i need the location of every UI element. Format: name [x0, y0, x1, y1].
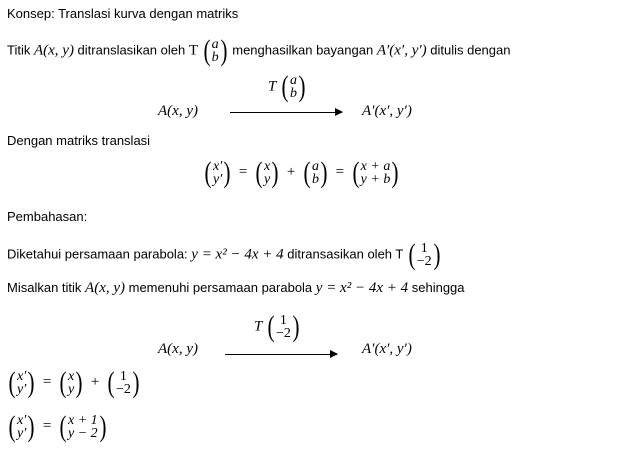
intro-vec-bottom: b: [211, 50, 219, 65]
diagram2-vector: ( 1 −2 ): [267, 310, 300, 343]
s2-lhs-bottom: y′: [17, 426, 27, 441]
diagram1-T: T: [268, 78, 277, 95]
meq-lhs-top: x′: [213, 159, 223, 174]
s2-eq: =: [42, 418, 52, 435]
intro-after: menghasilkan bayangan: [228, 42, 377, 58]
suppose-prefix: Misalkan titik: [7, 280, 86, 295]
known-line: [7, 240, 442, 270]
meq-lhs-bottom: y′: [213, 172, 223, 187]
intro-T: T: [188, 42, 199, 59]
s1-lhs-bottom: y′: [17, 382, 27, 397]
meq-m2-bottom: b: [311, 172, 319, 187]
suppose-suffix: sehingga: [408, 280, 465, 295]
s1-lhs-top: x′: [17, 369, 27, 384]
diagram2-vec-bottom: −2: [275, 326, 291, 341]
pembahasan-heading: Pembahasan:: [7, 209, 88, 224]
s2-r-top: x + 1: [68, 413, 98, 428]
diagram1-vec-top: a: [289, 73, 297, 88]
meq-m1-bottom: y: [264, 172, 271, 187]
diagram1-right: A′(x′, y′): [362, 103, 412, 119]
s1-eq: =: [42, 374, 52, 391]
intro-point: A(x, y): [33, 42, 74, 59]
s2-r-bottom: y − 2: [68, 426, 98, 441]
s2-lhs-top: x′: [17, 413, 27, 428]
matrix-heading: Dengan matriks translasi: [7, 133, 151, 148]
meq-r-top: x + a: [360, 159, 391, 174]
meq-m1-top: x: [264, 159, 271, 174]
meq-m2-top: a: [311, 159, 319, 174]
diagram2-left: A(x, y): [158, 341, 198, 357]
diagram1-label: [268, 72, 307, 102]
meq-eq2: =: [335, 164, 345, 181]
known-vector: ( 1 −2 ): [408, 238, 441, 271]
diagram1-left: A(x, y): [158, 103, 198, 119]
known-equation: y = x² − 4x + 4: [191, 246, 284, 263]
diagram2-arrow: [225, 354, 337, 355]
diagram1-vec-bottom: b: [289, 86, 297, 101]
known-mid: ditransasikan oleh T: [283, 246, 404, 262]
intro-suffix: ditulis dengan: [426, 42, 511, 58]
known-vec-top: 1: [420, 241, 428, 256]
intro-vec-top: a: [211, 37, 219, 52]
suppose-equation: y = x² − 4x + 4: [315, 280, 409, 296]
step1-equation: ( x′ y′ ) = ( x y ) + ( 1 −2 ): [8, 366, 140, 399]
concept-heading: Konsep: Translasi kurva dengan matriks: [7, 6, 239, 21]
s1-m1-bottom: y: [68, 382, 75, 397]
matrix-equation: ( x′ y′ ) = ( x y ) + ( a b ) = ( x + a y + b ): [204, 156, 399, 189]
diagram1-vector: ( a b ): [281, 70, 306, 103]
s1-m1-top: x: [68, 369, 75, 384]
s1-plus: +: [90, 374, 100, 391]
diagram1-arrow: [230, 112, 342, 113]
diagram2-vec-top: 1: [279, 313, 287, 328]
s1-m2-top: 1: [119, 369, 127, 384]
meq-plus: +: [286, 164, 296, 181]
diagram2-label: [254, 312, 301, 342]
meq-eq: =: [238, 164, 248, 181]
suppose-mid: memenuhi persamaan parabola: [125, 280, 316, 295]
intro-vector: ( a b ): [203, 34, 228, 67]
step2-equation: ( x′ y′ ) = ( x + 1 y − 2 ): [8, 410, 107, 443]
suppose-line: [7, 280, 465, 297]
intro-mid: ditranslasikan oleh: [73, 42, 189, 58]
s1-m2-bottom: −2: [115, 382, 131, 397]
diagram2-right: A′(x′, y′): [362, 341, 412, 357]
intro-image: A′(x′, y′): [376, 42, 427, 59]
suppose-point: A(x, y): [85, 280, 125, 296]
intro-line: [7, 36, 510, 66]
diagram2-T: T: [254, 318, 263, 335]
meq-r-bottom: y + b: [360, 172, 391, 187]
known-prefix: Diketahui persamaan parabola:: [7, 246, 192, 262]
known-vec-bottom: −2: [416, 254, 432, 269]
intro-prefix: Titik: [7, 42, 34, 58]
